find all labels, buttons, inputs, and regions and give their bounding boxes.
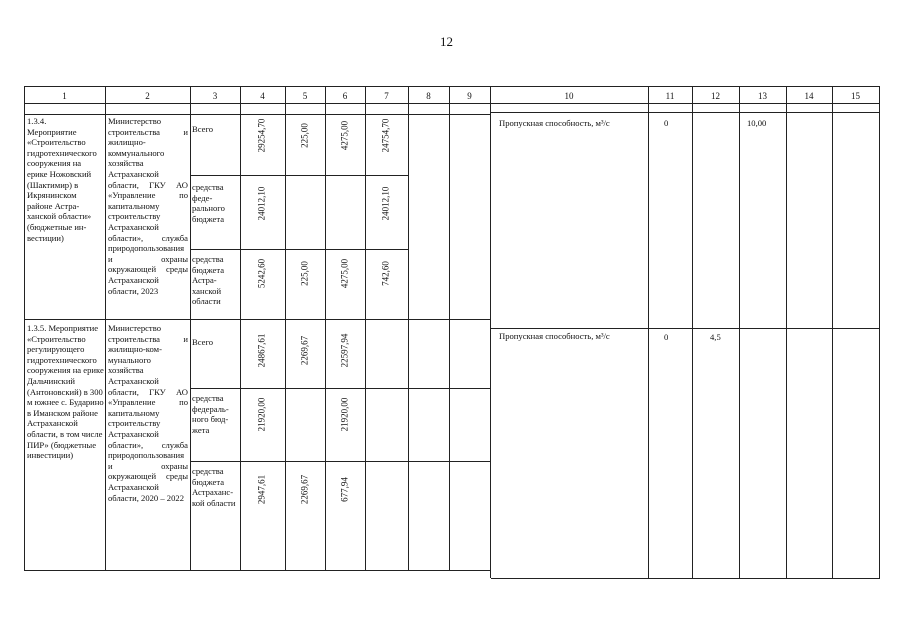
measure-name: 1.3.5. Мероприятие «Строительство регулирующего гидротехнического сооружения на ерике Дальчинский (Антоновский) в 300 м южнее с. Бударино в Иманском районе Астраханской области, в том числе ПИР» (бюджетные инвестиции) (27, 323, 104, 461)
source-label: Всего (192, 337, 214, 347)
column-header: 12 (711, 91, 720, 101)
source-label: средства бюджета Астраханской области (192, 466, 236, 508)
value-cell (381, 385, 392, 445)
value-cell: 24012,10 (256, 186, 267, 221)
page-number: 12 (440, 34, 453, 49)
indicator-value: 0 (664, 118, 669, 128)
value-cell: 5242,60 (256, 258, 267, 289)
indicator-name: Пропускная способность, м³/с (499, 331, 610, 341)
executor: Министерство строительства и жилищно-коммунального хозяйства Астраханской области, ГКУ АО «Управление по капитальному строительству Астраханской области», служба природопользования и охраны окружающей среды Астраханской области, 2023 (108, 116, 188, 296)
value-cell: 29254,70 (256, 118, 267, 153)
value-cell (300, 174, 311, 234)
source-label: Всего (192, 124, 214, 134)
executor: Министерство строительства и жилищно-коммунального хозяйства Астраханской области, ГКУ АО «Управление по капитальному строительству Астраханской области», служба природопользования и охраны окружающей среды Астраханской области, 2020 – 2022 (108, 323, 188, 503)
source-label: средства федерального бюджета (192, 182, 225, 224)
value-cell (381, 321, 392, 381)
source-label: средства федерального бюджета (192, 393, 229, 435)
source-label: средства бюджета Астраханской области (192, 254, 225, 307)
value-cell: 2269,67 (299, 474, 310, 505)
value-cell: 4275,00 (339, 258, 350, 289)
column-header: 9 (467, 91, 472, 101)
value-cell: 24012,10 (380, 186, 391, 221)
indicator-value: 4,5 (710, 332, 721, 342)
value-cell: 2947,61 (256, 474, 267, 505)
value-cell: 225,00 (299, 261, 310, 286)
column-header: 11 (665, 91, 675, 101)
column-header: 13 (758, 91, 767, 101)
column-header: 6 (342, 91, 348, 101)
value-cell: 4275,00 (339, 120, 350, 151)
value-cell: 2269,67 (299, 335, 310, 366)
value-cell: 22597,94 (339, 333, 350, 368)
column-header: 4 (260, 91, 265, 101)
indicator-value: 0 (664, 332, 669, 342)
column-header: 14 (804, 91, 814, 101)
column-header: 7 (384, 91, 389, 101)
indicator-value: 10,00 (747, 118, 767, 128)
value-cell: 24754,70 (380, 118, 391, 153)
value-cell: 225,00 (299, 123, 310, 148)
value-cell: 742,60 (380, 261, 391, 286)
column-header: 3 (212, 91, 218, 101)
column-header: 15 (851, 91, 860, 101)
indicator-name: Пропускная способность, м³/с (499, 118, 610, 128)
value-cell (340, 174, 351, 234)
measure-name: 1.3.4. Мероприятие «Строительство гидротехнического сооружения на ерике Ножовский (Шактимир) в Икрянинском районе Астраханской области» (бюджетные инвестиции) (27, 116, 97, 243)
column-header: 1 (62, 91, 67, 101)
value-cell: 677,94 (339, 477, 350, 502)
column-header: 2 (145, 91, 150, 101)
column-header: 10 (564, 91, 574, 101)
value-cell: 21920,00 (339, 397, 350, 432)
value-cell: 21920,00 (256, 397, 267, 432)
value-cell (381, 460, 392, 520)
value-cell: 24867,61 (256, 333, 267, 368)
column-header: 8 (426, 91, 431, 101)
column-header: 5 (302, 91, 308, 101)
value-cell (300, 385, 311, 445)
